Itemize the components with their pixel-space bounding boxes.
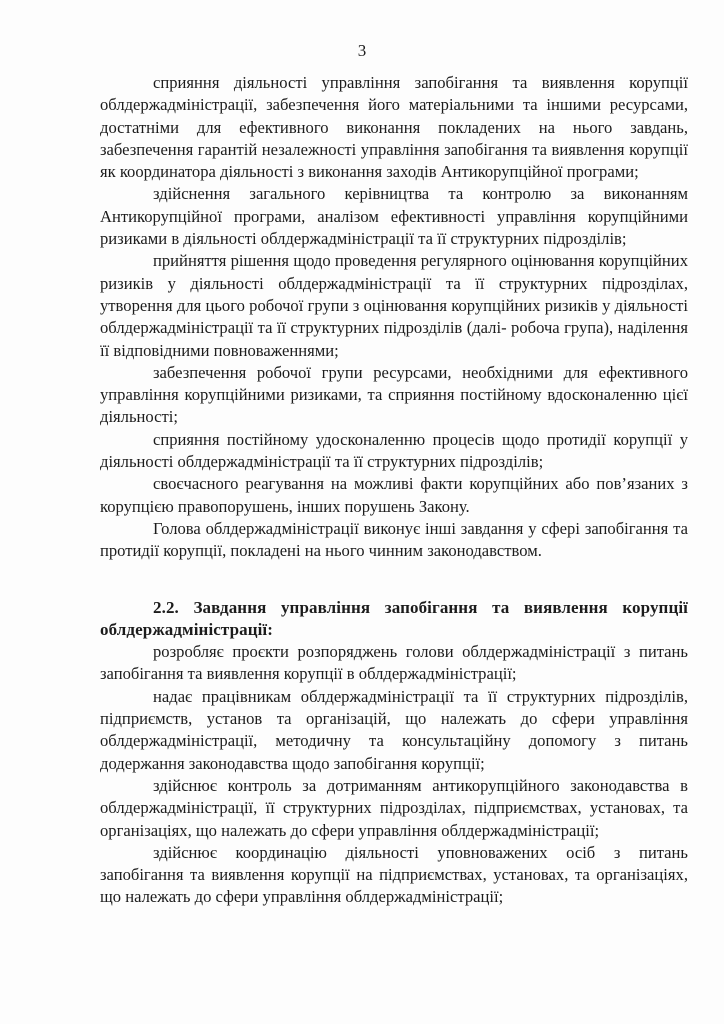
document-body (100, 72, 688, 909)
paragraph: сприяння діяльності управління запобігання та виявлення корупції облдержадміністрації, забезпечення його матеріальними та іншими ресурсами, достатніми для ефективного виконання покладених на нього завдань, забезпечення гарантій незалежності управління запобігання та виявлення корупції як координатора діяльності з виконання заходів Антикорупційної програми; (100, 73, 688, 182)
paragraph: прийняття рішення щодо проведення регулярного оцінювання корупційних ризиків у діяльності облдержадміністрації та її структурних підрозділах, утворення для цього робочої групи з оцінювання корупційних ризиків у діяльності облдержадміністрації та її структурних підрозділів (далі- робоча група), наділення її відповідними повноваженнями; (100, 251, 688, 360)
paragraph: сприяння постійному удосконаленню процесів щодо протидії корупції у діяльності облдержадміністрації та її структурних підрозділів; (100, 429, 688, 472)
paragraph: здійснює контроль за дотриманням антикорупційного законодавства в облдержадміністрації, її структурних підрозділах, підприємствах, установах, та організаціях, що належать до сфери управління облдержадміністрації; (100, 775, 688, 840)
section-heading: 2.2. Завдання управління запобігання та виявлення корупції облдержадміністрації: (100, 597, 688, 639)
paragraph: розробляє проєкти розпоряджень голови облдержадміністрації з питань запобігання та виявлення корупції в облдержадміністрації; (100, 642, 688, 684)
paragraph: здійснює координацію діяльності уповноважених осіб з питань запобігання та виявлення корупції на підприємствах, установах, та організаціях, що належать до сфери управління облдержадміністрації; (100, 842, 688, 907)
paragraph: своєчасного реагування на можливі факти корупційних або пов’язаних з корупцією правопорушень, інших порушень Закону. (100, 474, 688, 516)
paragraph: здійснення загального керівництва та контролю за виконанням Антикорупційної програми, аналізом ефективності управління корупційними ризиками в діяльності облдержадміністрації та її структурних підрозділів; (100, 184, 688, 249)
paragraph: Голова облдержадміністрації виконує інші завдання у сфері запобігання та протидії корупції, покладені на нього чинним законодавством. (100, 518, 688, 561)
paragraph: забезпечення робочої групи ресурсами, необхідними для ефективного управління корупційними ризиками, та сприяння постійному вдосконаленню цієї діяльності; (100, 362, 688, 427)
page-number: 3 (357, 41, 367, 60)
paragraph: надає працівникам облдержадміністрації та її структурних підрозділів, підприємств, установ та організацій, що належать до сфери управління облдержадміністрації, методичну та консультаційну допомогу з питань додержання законодавства щодо запобігання корупції; (100, 686, 688, 773)
